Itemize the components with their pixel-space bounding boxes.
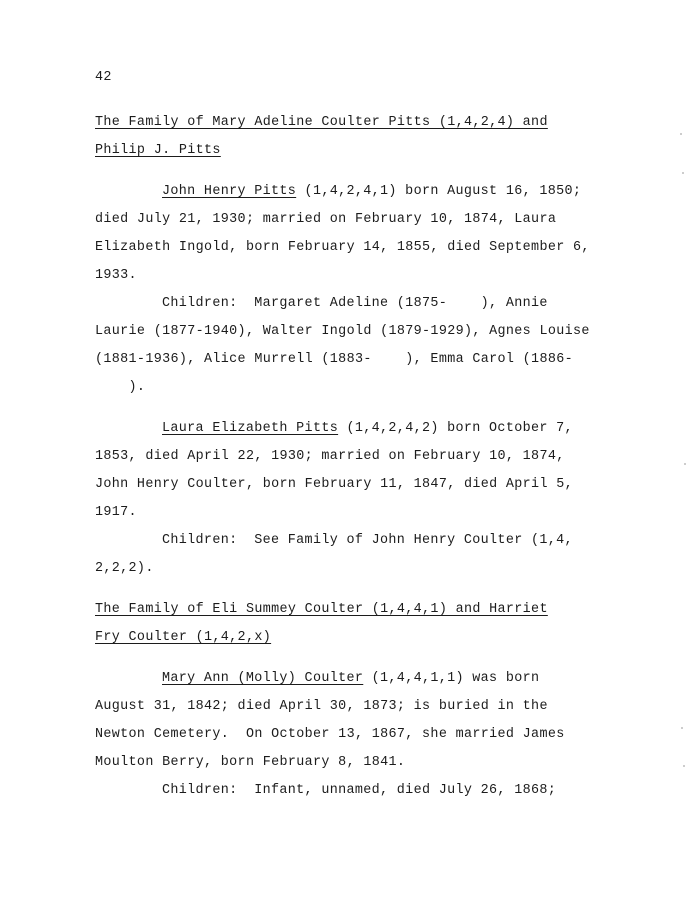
- entry-text: (1,4,2,4,1) born August 16, 1850;: [296, 184, 582, 199]
- children-text: Children: Infant, unnamed, died July 26, 1868;: [162, 783, 557, 798]
- entry-first-line: [162, 421, 573, 437]
- entry-text: Moulton Berry, born February 8, 1841.: [95, 755, 406, 770]
- scan-speck: [683, 765, 685, 767]
- person-name: John Henry Pitts: [162, 184, 297, 199]
- children-text: Laurie (1877-1940), Walter Ingold (1879-1929), Agnes Louise: [95, 324, 590, 339]
- children-text: 2,2,2).: [95, 561, 154, 576]
- entry-text: (1,4,2,4,2) born October 7,: [338, 421, 573, 436]
- children-text: Children: Margaret Adeline (1875- ), Annie: [162, 296, 548, 311]
- scan-speck: [680, 133, 682, 135]
- scan-speck: [684, 463, 686, 465]
- section-heading-line: The Family of Eli Summey Coulter (1,4,4,1) and Harriet: [95, 602, 548, 617]
- entry-text: Newton Cemetery. On October 13, 1867, she married James: [95, 727, 565, 742]
- entry-text: 1933.: [95, 268, 137, 283]
- children-text: Children: See Family of John Henry Coulter (1,4,: [162, 533, 573, 548]
- entry-text: 1917.: [95, 505, 137, 520]
- entry-text: died July 21, 1930; married on February 10, 1874, Laura: [95, 212, 557, 227]
- section-heading-line: Philip J. Pitts: [95, 143, 221, 158]
- entry-text: (1,4,4,1,1) was born: [363, 671, 540, 686]
- entry-text: August 31, 1842; died April 30, 1873; is buried in the: [95, 699, 548, 714]
- page-number: 42: [95, 70, 112, 85]
- entry-text: 1853, died April 22, 1930; married on February 10, 1874,: [95, 449, 565, 464]
- person-name: Mary Ann (Molly) Coulter: [162, 671, 364, 686]
- children-text: (1881-1936), Alice Murrell (1883- ), Emma Carol (1886-: [95, 352, 573, 367]
- person-name: Laura Elizabeth Pitts: [162, 421, 339, 436]
- entry-first-line: [162, 184, 581, 200]
- entry-first-line: [162, 671, 539, 687]
- entry-text: John Henry Coulter, born February 11, 1847, died April 5,: [95, 477, 573, 492]
- scan-speck: [681, 727, 683, 729]
- scan-speck: [682, 172, 684, 174]
- section-heading-line: The Family of Mary Adeline Coulter Pitts (1,4,2,4) and: [95, 115, 548, 130]
- children-text: ).: [95, 380, 146, 395]
- section-heading-line: Fry Coulter (1,4,2,x): [95, 630, 272, 645]
- entry-text: Elizabeth Ingold, born February 14, 1855, died September 6,: [95, 240, 590, 255]
